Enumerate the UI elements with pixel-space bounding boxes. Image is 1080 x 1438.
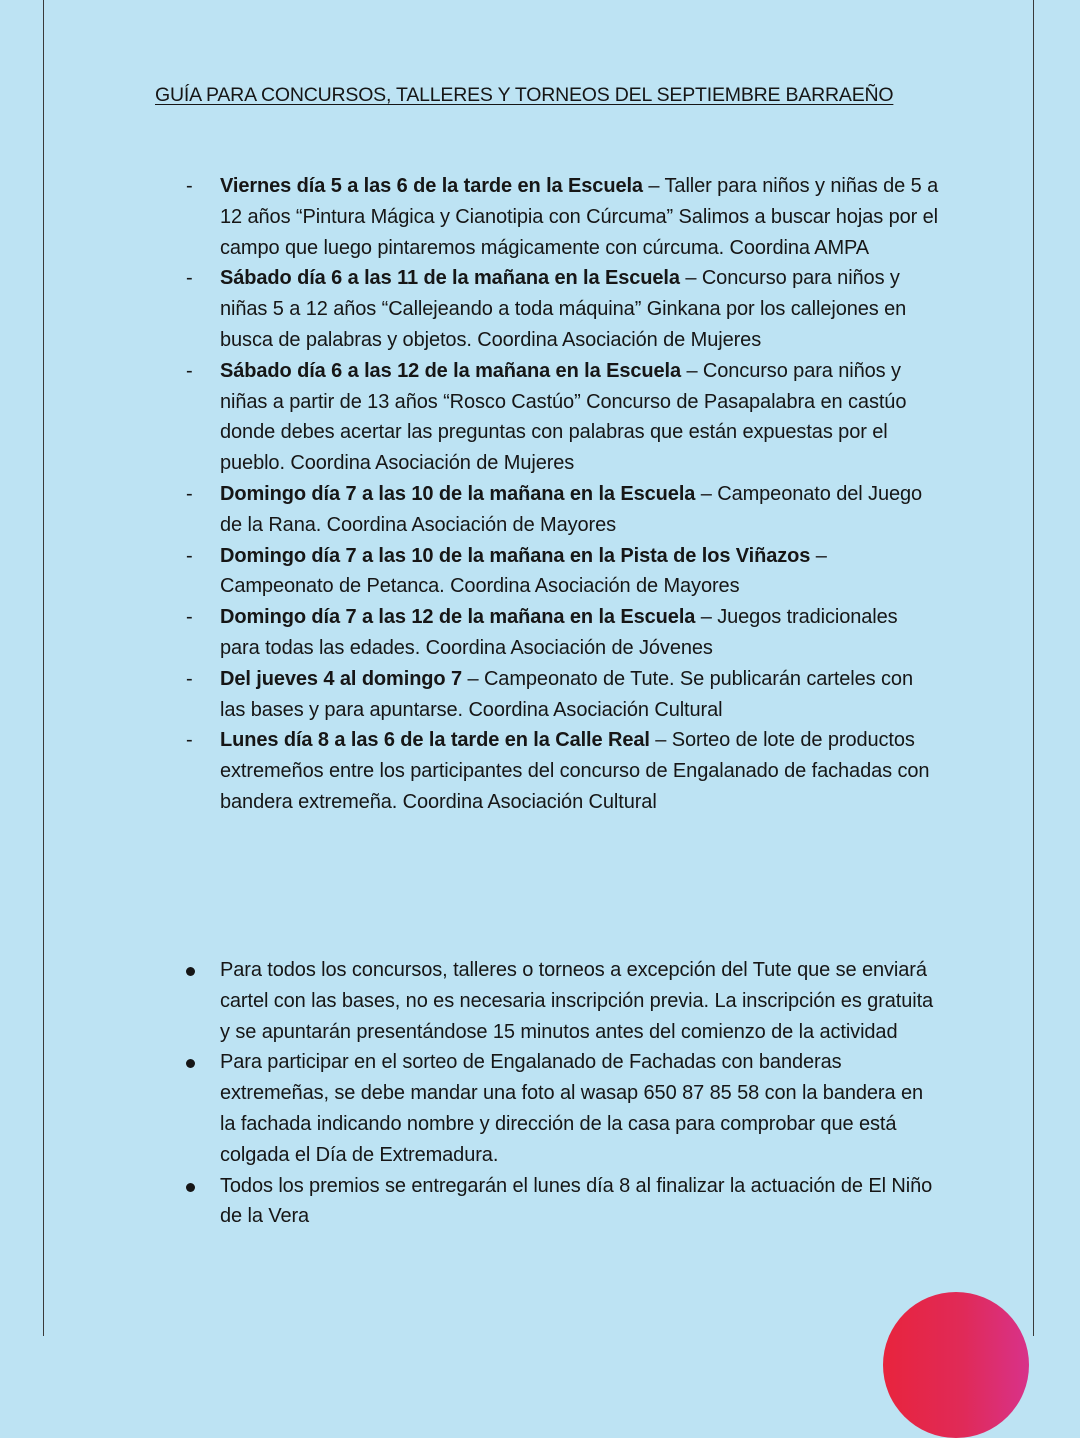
dash-marker: - [186,729,193,752]
activity-item [186,171,940,263]
activity-when-where: Domingo día 7 a las 10 de la mañana en la Pista de los Viñazos [220,544,811,567]
activity-when-where: Sábado día 6 a las 12 de la mañana en la Escuela [220,359,681,382]
document-title: GUÍA PARA CONCURSOS, TALLERES Y TORNEOS DEL SEPTIEMBRE BARRAEÑO [155,84,894,106]
note-item [220,1171,940,1233]
note-text: Para todos los concursos, talleres o torneos a excepción del Tute que se enviará cartel con las bases, no es necesaria inscripción previa. La inscripción es gratuita y se apuntarán presentándose 15 minutos antes del comienzo de la actividad [220,959,934,1043]
activity-when-where: Viernes día 5 a las 6 de la tarde en la Escuela [220,175,643,197]
activity-description: – Juegos tradicionales para todas las edades. Coordina Asociación de Jóvenes [220,606,898,659]
activity-description: – Campeonato de Tute. Se publicarán carteles con las bases y para apuntarse. Coordina Asociación Cultural [220,667,913,721]
activity-description: – Concurso para niños y niñas 5 a 12 años “Callejeando a toda máquina” Ginkana por los callejones en busca de palabras y objetos. Coordina Asociación de Mujeres [220,267,907,351]
activity-description: – Campeonato de Petanca. Coordina Asociación de Mayores [220,544,827,598]
dash-marker: - [186,482,193,505]
activity-item [186,479,940,541]
activities-list [186,171,940,818]
bullet-dot-icon [186,967,195,976]
activity-item [186,263,940,355]
dash-marker: - [186,667,193,690]
activity-description: – Taller para niños y niñas de 5 a 12 años “Pintura Mágica y Cianotipia con Cúrcuma” Salimos a buscar hojas por el campo que luego pintaremos mágicamente con cúrcuma. Coordina AMPA [220,175,939,259]
note-item [220,1047,940,1170]
activity-when-where: Domingo día 7 a las 10 de la mañana en la Escuela [220,482,696,505]
dash-marker: - [186,175,193,197]
activity-item [186,664,940,726]
dash-marker: - [186,359,193,382]
corner-decoration [883,1292,1029,1438]
activity-item [186,356,940,479]
activity-item [186,541,940,603]
note-item [220,955,940,1047]
dash-marker: - [186,606,193,629]
activity-when-where: Lunes día 8 a las 6 de la tarde en la Calle Real [220,729,650,752]
bullet-dot-icon [186,1183,195,1192]
activity-description: – Campeonato del Juego de la Rana. Coordina Asociación de Mayores [220,482,923,536]
activity-description: – Sorteo de lote de productos extremeños entre los participantes del concurso de Engalanado de fachadas con bandera extremeña. Coordina Asociación Cultural [220,729,930,813]
activity-when-where: Sábado día 6 a las 11 de la mañana en la Escuela [220,267,680,290]
activity-item [186,602,940,664]
activity-item [186,725,940,817]
note-text: Para participar en el sorteo de Engalanado de Fachadas con banderas extremeñas, se debe mandar una foto al wasap 650 87 85 58 con la bandera en la fachada indicando nombre y dirección de la casa para comprobar que está colgada el Día de Extremadura. [220,1051,923,1166]
activity-when-where: Del jueves 4 al domingo 7 [220,667,463,690]
activity-description: – Concurso para niños y niñas a partir de 13 años “Rosco Castúo” Concurso de Pasapalabra en castúo donde debes acertar las preguntas con palabras que están expuestas por el pueblo. Coordina Asociación de Mujeres [220,359,907,475]
note-text: Todos los premios se entregarán el lunes día 8 al finalizar la actuación de El Niño de la Vera [220,1174,933,1228]
activity-when-where: Domingo día 7 a las 12 de la mañana en la Escuela [220,606,696,629]
notes-list [220,955,940,1232]
dash-marker: - [186,267,193,290]
dash-marker: - [186,544,193,567]
